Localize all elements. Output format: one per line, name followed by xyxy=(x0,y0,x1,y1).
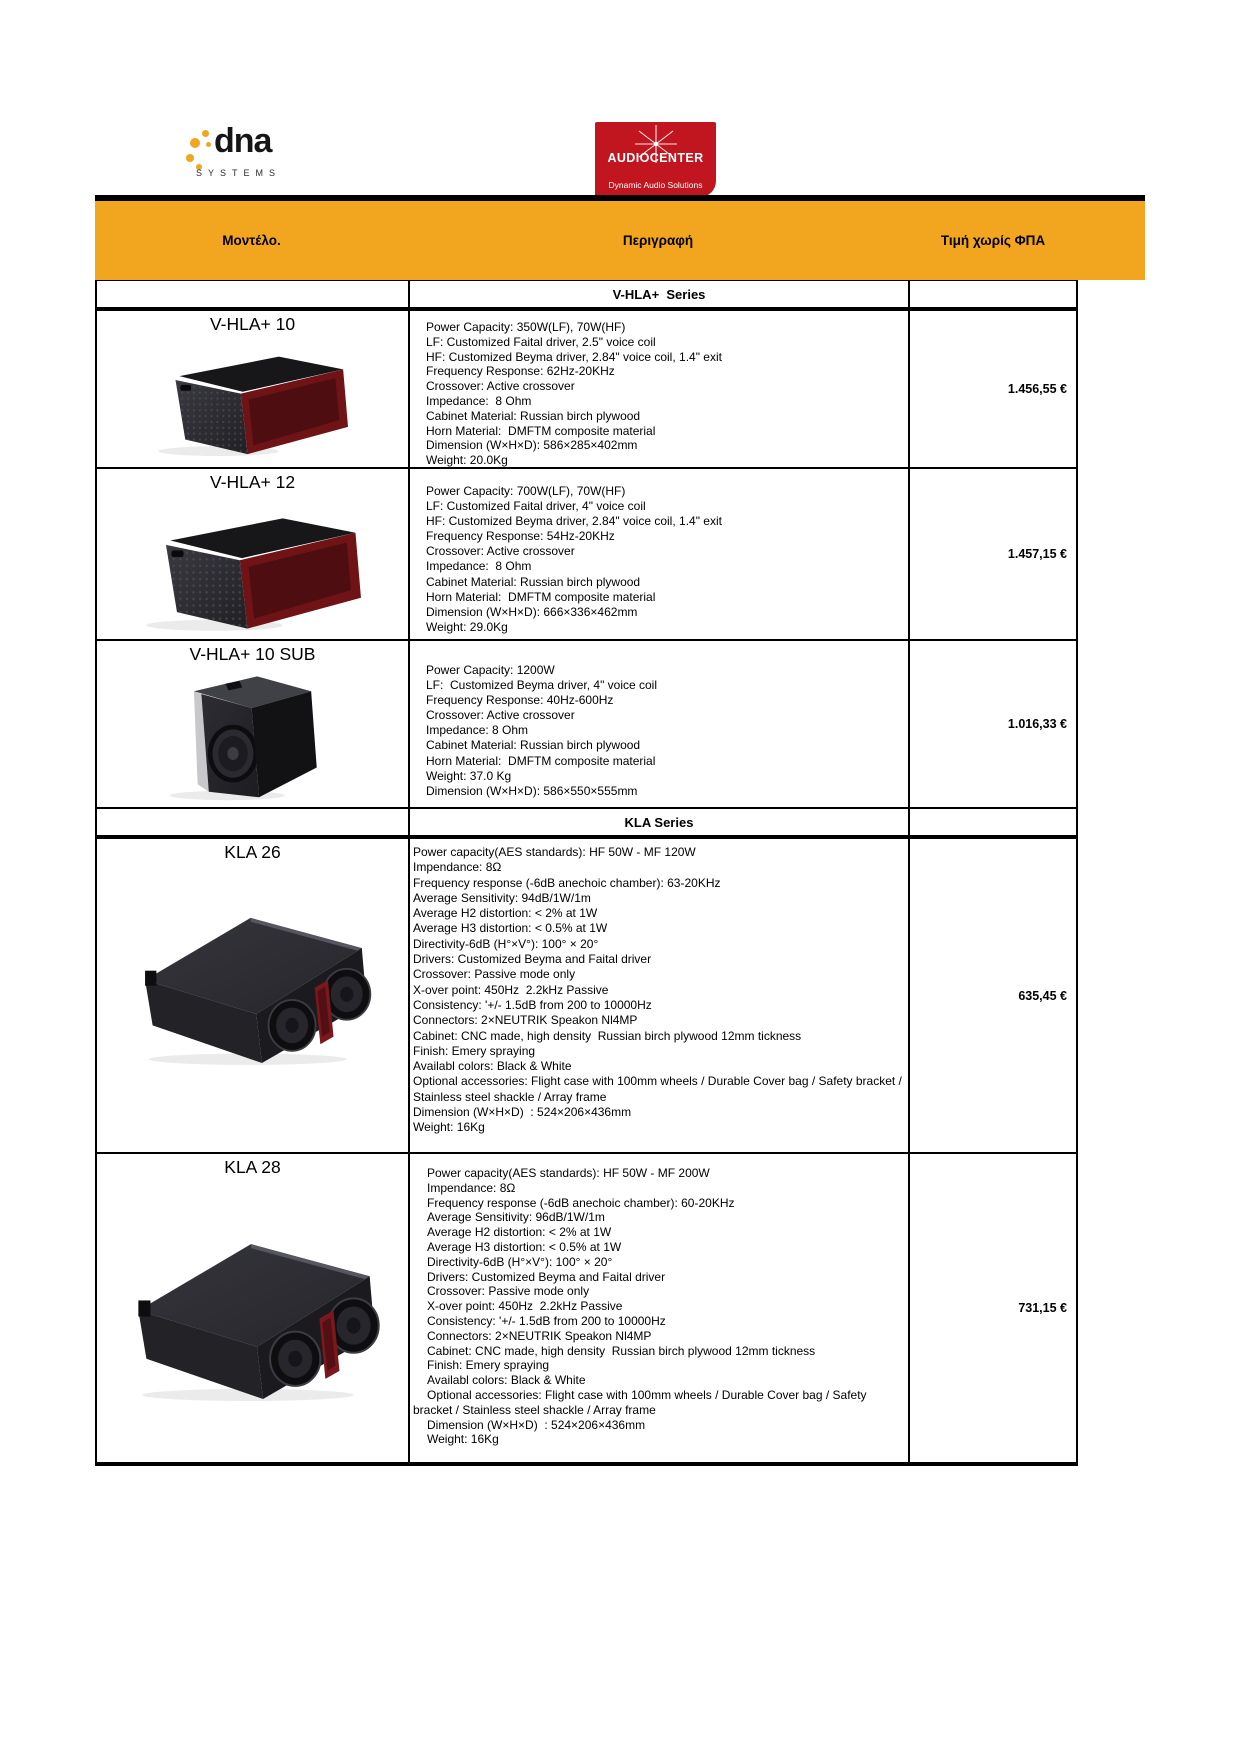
description-line: Directivity-6dB (H°×V°): 100° × 20° xyxy=(427,1254,613,1269)
product-model-name: KLA 28 xyxy=(224,1157,281,1177)
series-label: KLA Series xyxy=(624,814,694,830)
description-line: Horn Material: DMFTM composite material xyxy=(426,753,656,768)
description-line: Cabinet: CNC made, high density Russian birch plywood 12mm tickness xyxy=(427,1343,816,1358)
product-image-kla26 xyxy=(97,897,408,1067)
description-line: X-over point: 450Hz 2.2kHz Passive xyxy=(413,982,609,997)
product-row-kla28 xyxy=(97,1154,1076,1464)
description-line: Dimension (W×H×D): 666×336×462mm xyxy=(426,604,638,619)
product-price: 731,15 € xyxy=(1018,1301,1067,1315)
description-line: Crossover: Active crossover xyxy=(426,379,575,394)
description-line: Weight: 16Kg xyxy=(413,1120,485,1135)
series-description-cell xyxy=(410,281,910,307)
description-line: Horn Material: DMFTM composite material xyxy=(426,589,656,604)
column-header-price: Τιμή χωρίς ΦΠΑ xyxy=(940,233,1046,248)
model-cell xyxy=(97,469,410,639)
model-cell xyxy=(97,311,410,467)
series-model-cell xyxy=(97,281,410,307)
product-row-kla26 xyxy=(97,839,1076,1154)
price-cell xyxy=(910,839,1074,1152)
description-line: Power capacity(AES standards): HF 50W - MF 120W xyxy=(413,845,696,859)
description-line: Dimension (W×H×D): 586×550×555mm xyxy=(426,783,638,798)
description-line: LF: Customized Beyma driver, 4" voice coil xyxy=(426,678,658,693)
description-line: Directivity-6dB (H°×V°): 100° × 20° xyxy=(413,936,599,951)
dna-systems-logo xyxy=(186,122,306,194)
description-line: Horn Material: DMFTM composite material xyxy=(426,423,656,438)
audiocenter-logo xyxy=(595,122,716,197)
description-line: Crossover: Active crossover xyxy=(426,544,575,559)
product-model-name: V-HLA+ 10 xyxy=(209,314,296,334)
description-line: Connectors: 2×NEUTRIK Speakon Nl4MP xyxy=(427,1328,652,1343)
product-price: 1.016,33 € xyxy=(1007,717,1067,731)
description-line: Average H3 distortion: < 0.5% at 1W xyxy=(413,921,608,936)
description-line: Average Sensitivity: 96dB/1W/1m xyxy=(427,1210,605,1225)
description-line: Cabinet Material: Russian birch plywood xyxy=(426,574,641,589)
description-line: Crossover: Passive mode only xyxy=(413,967,576,982)
description-line: Cabinet Material: Russian birch plywood xyxy=(426,738,641,753)
series-price-cell xyxy=(910,281,1074,307)
description-line: Consistency: '+/- 1.5dB from 200 to 10000Hz xyxy=(413,997,652,1012)
series-model-cell xyxy=(97,809,410,835)
description-line: Availabl colors: Black & White xyxy=(427,1373,586,1388)
description-line: Power Capacity: 700W(LF), 70W(HF) xyxy=(426,484,626,498)
description-line: Weight: 37.0 Kg xyxy=(426,768,512,783)
description-line: Power Capacity: 1200W xyxy=(426,663,555,677)
description-line: X-over point: 450Hz 2.2kHz Passive xyxy=(427,1299,623,1314)
product-row-vhla10sub xyxy=(97,641,1076,809)
description-line: Impendance: 8Ω xyxy=(427,1180,516,1195)
description-line: Dimension (W×H×D): 586×285×402mm xyxy=(426,438,638,453)
product-image-kla28 xyxy=(97,1222,408,1403)
model-cell xyxy=(97,839,410,1152)
description-line: HF: Customized Beyma driver, 2.84" voice coil, 1.4" exit xyxy=(426,349,722,364)
price-cell xyxy=(910,641,1074,807)
series-header-row xyxy=(97,281,1076,311)
model-cell xyxy=(97,641,410,807)
description-line: Weight: 29.0Kg xyxy=(426,619,508,634)
description-line: Cabinet: CNC made, high density Russian birch plywood 12mm tickness xyxy=(413,1028,802,1043)
description-line: Crossover: Passive mode only xyxy=(427,1284,590,1299)
model-cell xyxy=(97,1154,410,1462)
description-line: Weight: 16Kg xyxy=(427,1432,499,1447)
description-line: Weight: 20.0Kg xyxy=(426,453,508,467)
column-header-model: Μοντέλο. xyxy=(222,233,281,248)
description-line: Frequency Response: 40Hz-600Hz xyxy=(426,693,614,708)
description-line: Impendance: 8Ω xyxy=(413,860,502,875)
product-image-vhla10 xyxy=(97,343,408,458)
description-line: Average H2 distortion: < 2% at 1W xyxy=(427,1225,612,1240)
product-image-vhla10sub xyxy=(97,667,408,802)
product-price: 1.457,15 € xyxy=(1007,547,1067,561)
description-cell xyxy=(410,469,910,639)
table-column-headers xyxy=(95,201,1145,280)
product-price: 1.456,55 € xyxy=(1007,382,1067,396)
series-label: V-HLA+ Series xyxy=(612,286,706,302)
dna-logo-wordmark: dna xyxy=(214,122,272,160)
description-line: Finish: Emery spraying xyxy=(413,1043,536,1058)
description-line: Cabinet Material: Russian birch plywood xyxy=(426,408,641,423)
price-cell xyxy=(910,469,1074,639)
product-model-name: V-HLA+ 12 xyxy=(209,472,296,492)
series-description-cell xyxy=(410,809,910,835)
description-line: Impedance: 8 Ohm xyxy=(426,393,532,408)
price-cell xyxy=(910,1154,1074,1462)
description-line: Optional accessories: Flight case with 100mm wheels / Durable Cover bag / Safety bracket / Stainless steel shackle / Array frame xyxy=(413,1387,870,1417)
description-line: Frequency Response: 62Hz-20KHz xyxy=(426,364,615,379)
description-line: Drivers: Customized Beyma and Faital driver xyxy=(413,952,652,967)
description-line: Average Sensitivity: 94dB/1W/1m xyxy=(413,890,591,905)
column-header-description: Περιγραφή xyxy=(622,233,694,248)
series-header-row xyxy=(97,809,1076,839)
description-line: Connectors: 2×NEUTRIK Speakon Nl4MP xyxy=(413,1013,638,1028)
audiocenter-subtitle: Dynamic Audio Solutions xyxy=(608,180,703,190)
product-model-name: V-HLA+ 10 SUB xyxy=(189,644,316,664)
description-line: Impedance: 8 Ohm xyxy=(426,723,529,738)
description-line: Power capacity(AES standards): HF 50W - MF 200W xyxy=(427,1166,710,1180)
description-line: Power Capacity: 350W(LF), 70W(HF) xyxy=(426,320,626,334)
description-line: Drivers: Customized Beyma and Faital driver xyxy=(427,1269,666,1284)
description-line: Average H3 distortion: < 0.5% at 1W xyxy=(427,1239,622,1254)
description-line: Frequency response (-6dB anechoic chamber): 60-20KHz xyxy=(427,1195,735,1210)
description-cell xyxy=(410,839,910,1152)
product-model-name: KLA 26 xyxy=(224,842,281,862)
description-line: Finish: Emery spraying xyxy=(427,1358,550,1373)
description-line: Frequency response (-6dB anechoic chamber): 63-20KHz xyxy=(413,875,721,890)
description-line: Impedance: 8 Ohm xyxy=(426,559,532,574)
description-line: Consistency: '+/- 1.5dB from 200 to 10000Hz xyxy=(427,1313,666,1328)
audiocenter-wordmark: AUDIOCENTER xyxy=(607,151,704,165)
dna-logo-subtitle: SYSTEMS xyxy=(196,168,282,178)
description-line: Frequency Response: 54Hz-20KHz xyxy=(426,529,615,544)
product-row-vhla12 xyxy=(97,469,1076,641)
description-cell xyxy=(410,641,910,807)
description-line: LF: Customized Faital driver, 4" voice coil xyxy=(426,499,646,514)
products-table xyxy=(95,280,1078,1466)
series-price-cell xyxy=(910,809,1074,835)
price-cell xyxy=(910,311,1074,467)
description-line: Optional accessories: Flight case with 100mm wheels / Durable Cover bag / Safety bracket / Stainless steel shackle / Array frame xyxy=(413,1074,906,1104)
product-price: 635,45 € xyxy=(1018,988,1067,1003)
description-line: Dimension (W×H×D) : 524×206×436mm xyxy=(427,1417,646,1432)
description-line: Availabl colors: Black & White xyxy=(413,1059,572,1074)
description-cell xyxy=(410,1154,910,1462)
description-cell xyxy=(410,311,910,467)
description-line: Average H2 distortion: < 2% at 1W xyxy=(413,906,598,921)
description-line: LF: Customized Faital driver, 2.5" voice coil xyxy=(426,334,656,349)
description-line: Dimension (W×H×D) : 524×206×436mm xyxy=(413,1105,632,1120)
description-line: HF: Customized Beyma driver, 2.84" voice coil, 1.4" exit xyxy=(426,514,722,529)
product-row-vhla10 xyxy=(97,311,1076,469)
description-line: Crossover: Active crossover xyxy=(426,708,575,723)
product-image-vhla12 xyxy=(97,503,408,633)
